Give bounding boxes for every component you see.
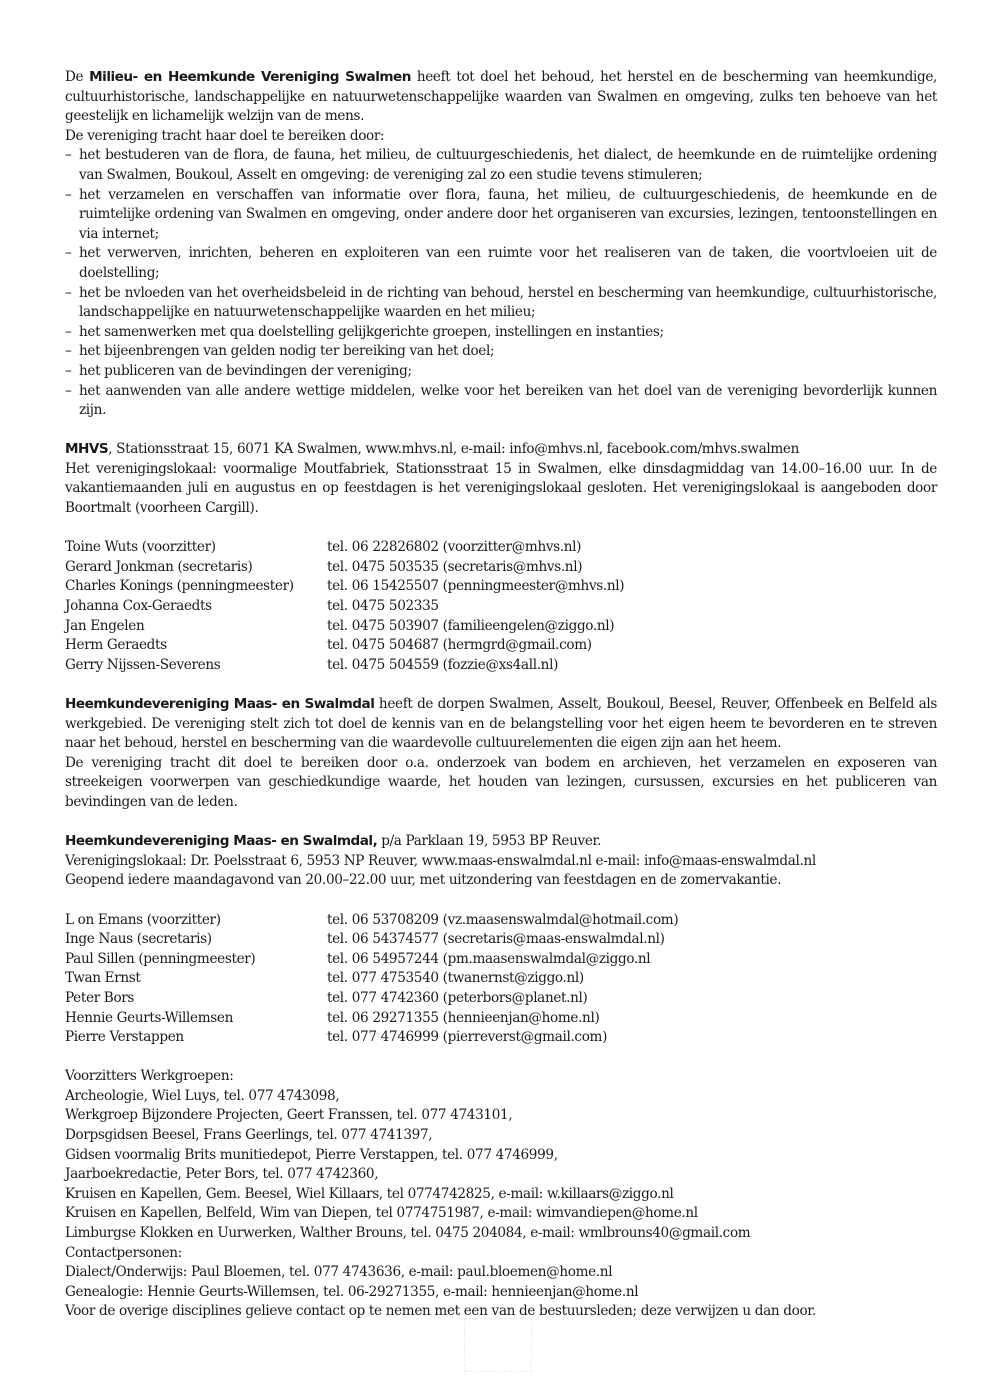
board-member-name: Gerry Nijssen-Severens xyxy=(65,656,221,673)
workgroup-item: Dorpsgidsen Beesel, Frans Geerlings, tel. 077 4741397, xyxy=(65,1127,433,1144)
workgroup-item: Gidsen voormalig Brits munitiedepot, Pierre Verstappen, tel. 077 4746999, xyxy=(65,1146,558,1163)
mhvs-lokaal: Het verenigingslokaal: voormalige Moutfabriek, Stationsstraat 15 in Swalmen, elke dinsdagmiddag van 14.00–16.00 uur. In de vakantiemaanden juli en augustus en op feestdagen is het verenigingslokaal gesloten. Het verenigingslokaal is aangeboden door Boortmalt (voorheen Cargill). xyxy=(65,460,937,517)
list-item: – het bijeenbrengen van gelden nodig ter bereiking van het doel; xyxy=(65,342,937,362)
board-member-name: Inge Naus (secretaris) xyxy=(65,931,212,948)
workgroup-item: Werkgroep Bijzondere Projecten, Geert Franssen, tel. 077 4743101, xyxy=(65,1107,513,1124)
mhvs-board-table xyxy=(65,538,937,675)
workgroups-heading: Voorzitters Werkgroepen: xyxy=(65,1068,234,1085)
board-member-name: Gerard Jonkman (secretaris) xyxy=(65,558,253,575)
mhvs-intro-prefix: De xyxy=(65,69,90,85)
board-member-name: Charles Konings (penningmeester) xyxy=(65,578,294,595)
list-item: – het verzamelen en verschaffen van informatie over flora, fauna, het milieu, de cultuurgeschiedenis, de heemkunde en de ruimtelijke ordening van Swalmen en omgeving, onder andere door het organiseren van excursies, lezingen, tentoonstellingen en via internet; xyxy=(65,186,937,245)
hvms-hours: Geopend iedere maandagavond van 20.00–22.00 uur, met uitzondering van feestdagen en de zomervakantie. xyxy=(65,872,782,889)
mhvs-goals-list xyxy=(65,146,937,420)
closing-note: Voor de overige disciplines gelieve contact op te nemen met een van de bestuursleden; deze verwijzen u dan door. xyxy=(65,1303,816,1320)
board-member-contact: tel. 0475 504687 (hermgrd@gmail.com) xyxy=(327,637,592,654)
board-member-contact: tel. 06 54957244 (pm.maasenswalmdal@ziggo.nl xyxy=(327,950,651,967)
contacts-heading: Contactpersonen: xyxy=(65,1244,182,1261)
board-member-name: Pierre Verstappen xyxy=(65,1029,184,1046)
board-member-name: Twan Ernst xyxy=(65,970,141,987)
hvms-intro-text: heeft de dorpen Swalmen, Asselt, Boukoul, Beesel, Reuver, Offenbeek en Belfeld als werkgebied. De vereniging stelt zich tot doel de kennis van en de belangstelling voor het eigen heem te bevorderen en te streven naar het behoud, herstel en bescherming van die waardevolle cultuurelementen die eigen zijn aan het heem. xyxy=(65,696,937,752)
board-member-name: Hennie Geurts-Willemsen xyxy=(65,1009,234,1026)
list-item: – het publiceren van de bevindingen der vereniging; xyxy=(65,362,937,382)
mhvs-address-line: , Stationsstraat 15, 6071 KA Swalmen, www.mhvs.nl, e-mail: info@mhvs.nl, facebook.com/mhvs.swalmen xyxy=(108,441,799,458)
mhvs-name: Milieu- en Heemkunde Vereniging Swalmen xyxy=(89,69,411,85)
workgroup-item: Jaarboekredactie, Peter Bors, tel. 077 4742360, xyxy=(65,1166,379,1183)
hvms-name: Heemkundevereniging Maas- en Swalmdal xyxy=(65,696,375,712)
page-corner-mark xyxy=(464,1318,532,1372)
board-member-name: Peter Bors xyxy=(65,989,135,1006)
hvms-intro-2: De vereniging tracht dit doel te bereiken door o.a. onderzoek van bodem en archieven, het verzamelen en exposeren van streekeigen voorwerpen van geschiedkundige waarde, het houden van lezingen, cursussen, excursies en het publiceren van bevindingen van de leden. xyxy=(65,754,937,810)
mhvs-intro xyxy=(65,68,937,127)
list-item: – het samenwerken met qua doelstelling gelijkgerichte groepen, instellingen en instanties; xyxy=(65,323,937,343)
hvms-board-table xyxy=(65,911,937,1048)
workgroup-item: Kruisen en Kapellen, Gem. Beesel, Wiel Killaars, tel 0774742825, e-mail: w.killaars@ziggo.nl xyxy=(65,1185,674,1202)
board-member-name: L on Emans (voorzitter) xyxy=(65,911,221,928)
board-member-name: Johanna Cox-Geraedts xyxy=(65,598,212,615)
board-member-name: Jan Engelen xyxy=(65,617,145,634)
board-member-name: Toine Wuts (voorzitter) xyxy=(65,539,216,556)
board-member-contact: tel. 077 4746999 (pierreverst@gmail.com) xyxy=(327,1029,608,1046)
board-member-contact: tel. 06 22826802 (voorzitter@mhvs.nl) xyxy=(327,539,582,556)
hvms-address-line: p/a Parklaan 19, 5953 BP Reuver. xyxy=(377,833,602,850)
workgroup-item: Kruisen en Kapellen, Belfeld, Wim van Diepen, tel 0774751987, e-mail: wimvandiepen@home.nl xyxy=(65,1205,698,1222)
list-item: – het verwerven, inrichten, beheren en exploiteren van een ruimte voor het realiseren van de taken, die voortvloeien uit de doelstelling; xyxy=(65,244,937,283)
board-member-contact: tel. 0475 502335 xyxy=(327,598,439,615)
board-member-name: Herm Geraedts xyxy=(65,637,167,654)
mhvs-abbr: MHVS xyxy=(65,441,109,458)
board-member-contact: tel. 06 53708209 (vz.maasenswalmdal@hotmail.com) xyxy=(327,911,679,928)
document-page xyxy=(65,68,937,1322)
board-member-contact: tel. 06 15425507 (penningmeester@mhvs.nl) xyxy=(327,578,625,595)
board-member-contact: tel. 077 4742360 (peterbors@planet.nl) xyxy=(327,989,588,1006)
mhvs-goals-intro: De vereniging tracht haar doel te bereiken door: xyxy=(65,127,385,144)
board-member-contact: tel. 06 54374577 (secretaris@maas-enswalmdal.nl) xyxy=(327,931,665,948)
board-member-name: Paul Sillen (penningmeester) xyxy=(65,950,256,967)
hvms-address xyxy=(65,832,937,852)
contact-item: Dialect/Onderwijs: Paul Bloemen, tel. 077 4743636, e-mail: paul.bloemen@home.nl xyxy=(65,1264,613,1281)
list-item: – het bestuderen van de flora, de fauna, het milieu, de cultuurgeschiedenis, het dialect, de heemkunde en de ruimtelijke ordening van Swalmen, Boukoul, Asselt en omgeving: de vereniging zal zo een studie tevens stimuleren; xyxy=(65,146,937,185)
list-item: – het aanwenden van alle andere wettige middelen, welke voor het bereiken van het doel van de vereniging bevorderlijk kunnen zijn. xyxy=(65,382,937,421)
mhvs-intro-text: heeft tot doel het behoud, het herstel en de bescherming van heemkundige, cultuurhistorische, landschappelijke en natuurwetenschappelijke waarden van Swalmen en omgeving, zulks ten behoeve van het geestelijk en lichamelijk welzijn van de mens. xyxy=(65,69,938,125)
mhvs-address xyxy=(65,440,937,460)
workgroup-item: Archeologie, Wiel Luys, tel. 077 4743098, xyxy=(65,1087,340,1104)
hvms-address-name: Heemkundevereniging Maas- en Swalmdal, xyxy=(65,833,378,850)
board-member-contact: tel. 0475 504559 (fozzie@xs4all.nl) xyxy=(327,656,559,673)
board-member-contact: tel. 0475 503535 (secretaris@mhvs.nl) xyxy=(327,558,583,575)
hvms-intro xyxy=(65,695,937,754)
contact-item: Genealogie: Hennie Geurts-Willemsen, tel. 06-29271355, e-mail: hennieenjan@home.nl xyxy=(65,1283,639,1300)
board-member-contact: tel. 077 4753540 (twanernst@ziggo.nl) xyxy=(327,970,584,987)
list-item: – het be nvloeden van het overheidsbeleid in de richting van behoud, herstel en bescherming van heemkundige, cultuurhistorische, landschappelijke en natuurwetenschappelijke waarden en het milieu; xyxy=(65,284,937,323)
board-member-contact: tel. 06 29271355 (hennieenjan@home.nl) xyxy=(327,1009,600,1026)
hvms-lokaal: Verenigingslokaal: Dr. Poelsstraat 6, 5953 NP Reuver, www.maas-enswalmdal.nl e-mail: info@maas-enswalmdal.nl xyxy=(65,852,816,869)
workgroup-item: Limburgse Klokken en Uurwerken, Walther Brouns, tel. 0475 204084, e-mail: wmlbrouns40@gmail.com xyxy=(65,1225,751,1242)
board-member-contact: tel. 0475 503907 (familieengelen@ziggo.nl) xyxy=(327,617,615,634)
